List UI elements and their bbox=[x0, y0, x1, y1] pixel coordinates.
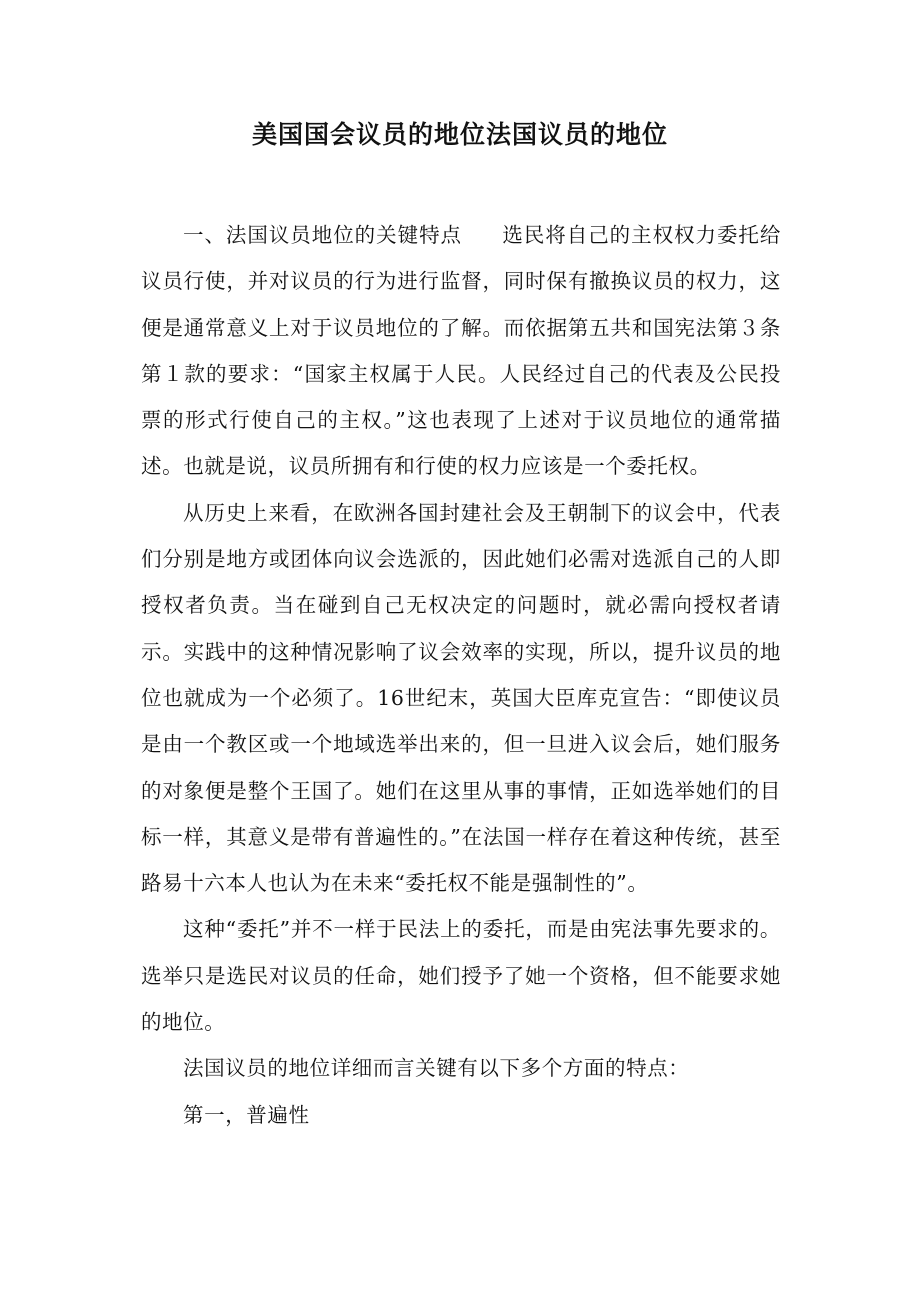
section-heading: 一、法国议员地位的关键特点 bbox=[183, 223, 462, 247]
paragraph-2: 从历史上来看，在欧洲各国封建社会及王朝制下的议会中，代表们分别是地方或团体向议会选派的，因此她们必需对选派自己的人即授权者负责。当在碰到自己无权决定的问题时，就必需向授权者请示。实践中的这种情况影响了议会效率的实现，所以，提升议员的地位也就成为一个必须了。16世纪末，英国大臣库克宣告：“即使议员是由一个教区或一个地域选举出来的，但一旦进入议会后，她们服务的对象便是整个王国了。她们在这里从事的事情，正如选举她们的目标一样，其意义是带有普遍性的。”在法国一样存在着这种传统，甚至路易十六本人也认为在未来“委托权不能是强制性的”。 bbox=[141, 500, 781, 896]
paragraph-5: 第一，普遍性 bbox=[183, 1102, 310, 1127]
paragraph-3: 这种“委托”并不一样于民法上的委托，而是由宪法事先要求的。选举只是选民对议员的任命，她们授予了她一个资格，但不能要求她的地位。 bbox=[141, 917, 781, 1035]
paragraph-1-text: 选民将自己的主权权力委托给议员行使，并对议员的行为进行监督，同时保有撤换议员的权力，这便是通常意义上对于议员地位的了解。而依据第五共和国宪法第３条第１款的要求：“国家主权属于人民。人民经过自己的代表及公民投票的形式行使自己的主权。”这也表现了上述对于议员地位的通常描述。也就是说，议员所拥有和行使的权力应该是一个委托权。 bbox=[141, 223, 781, 479]
document-title: 美国国会议员的地位法国议员的地位 bbox=[251, 120, 668, 149]
paragraph-1 bbox=[141, 212, 781, 490]
paragraph-4: 法国议员的地位详细而言关键有以下多个方面的特点： bbox=[183, 1056, 690, 1081]
document-body bbox=[141, 212, 781, 1138]
